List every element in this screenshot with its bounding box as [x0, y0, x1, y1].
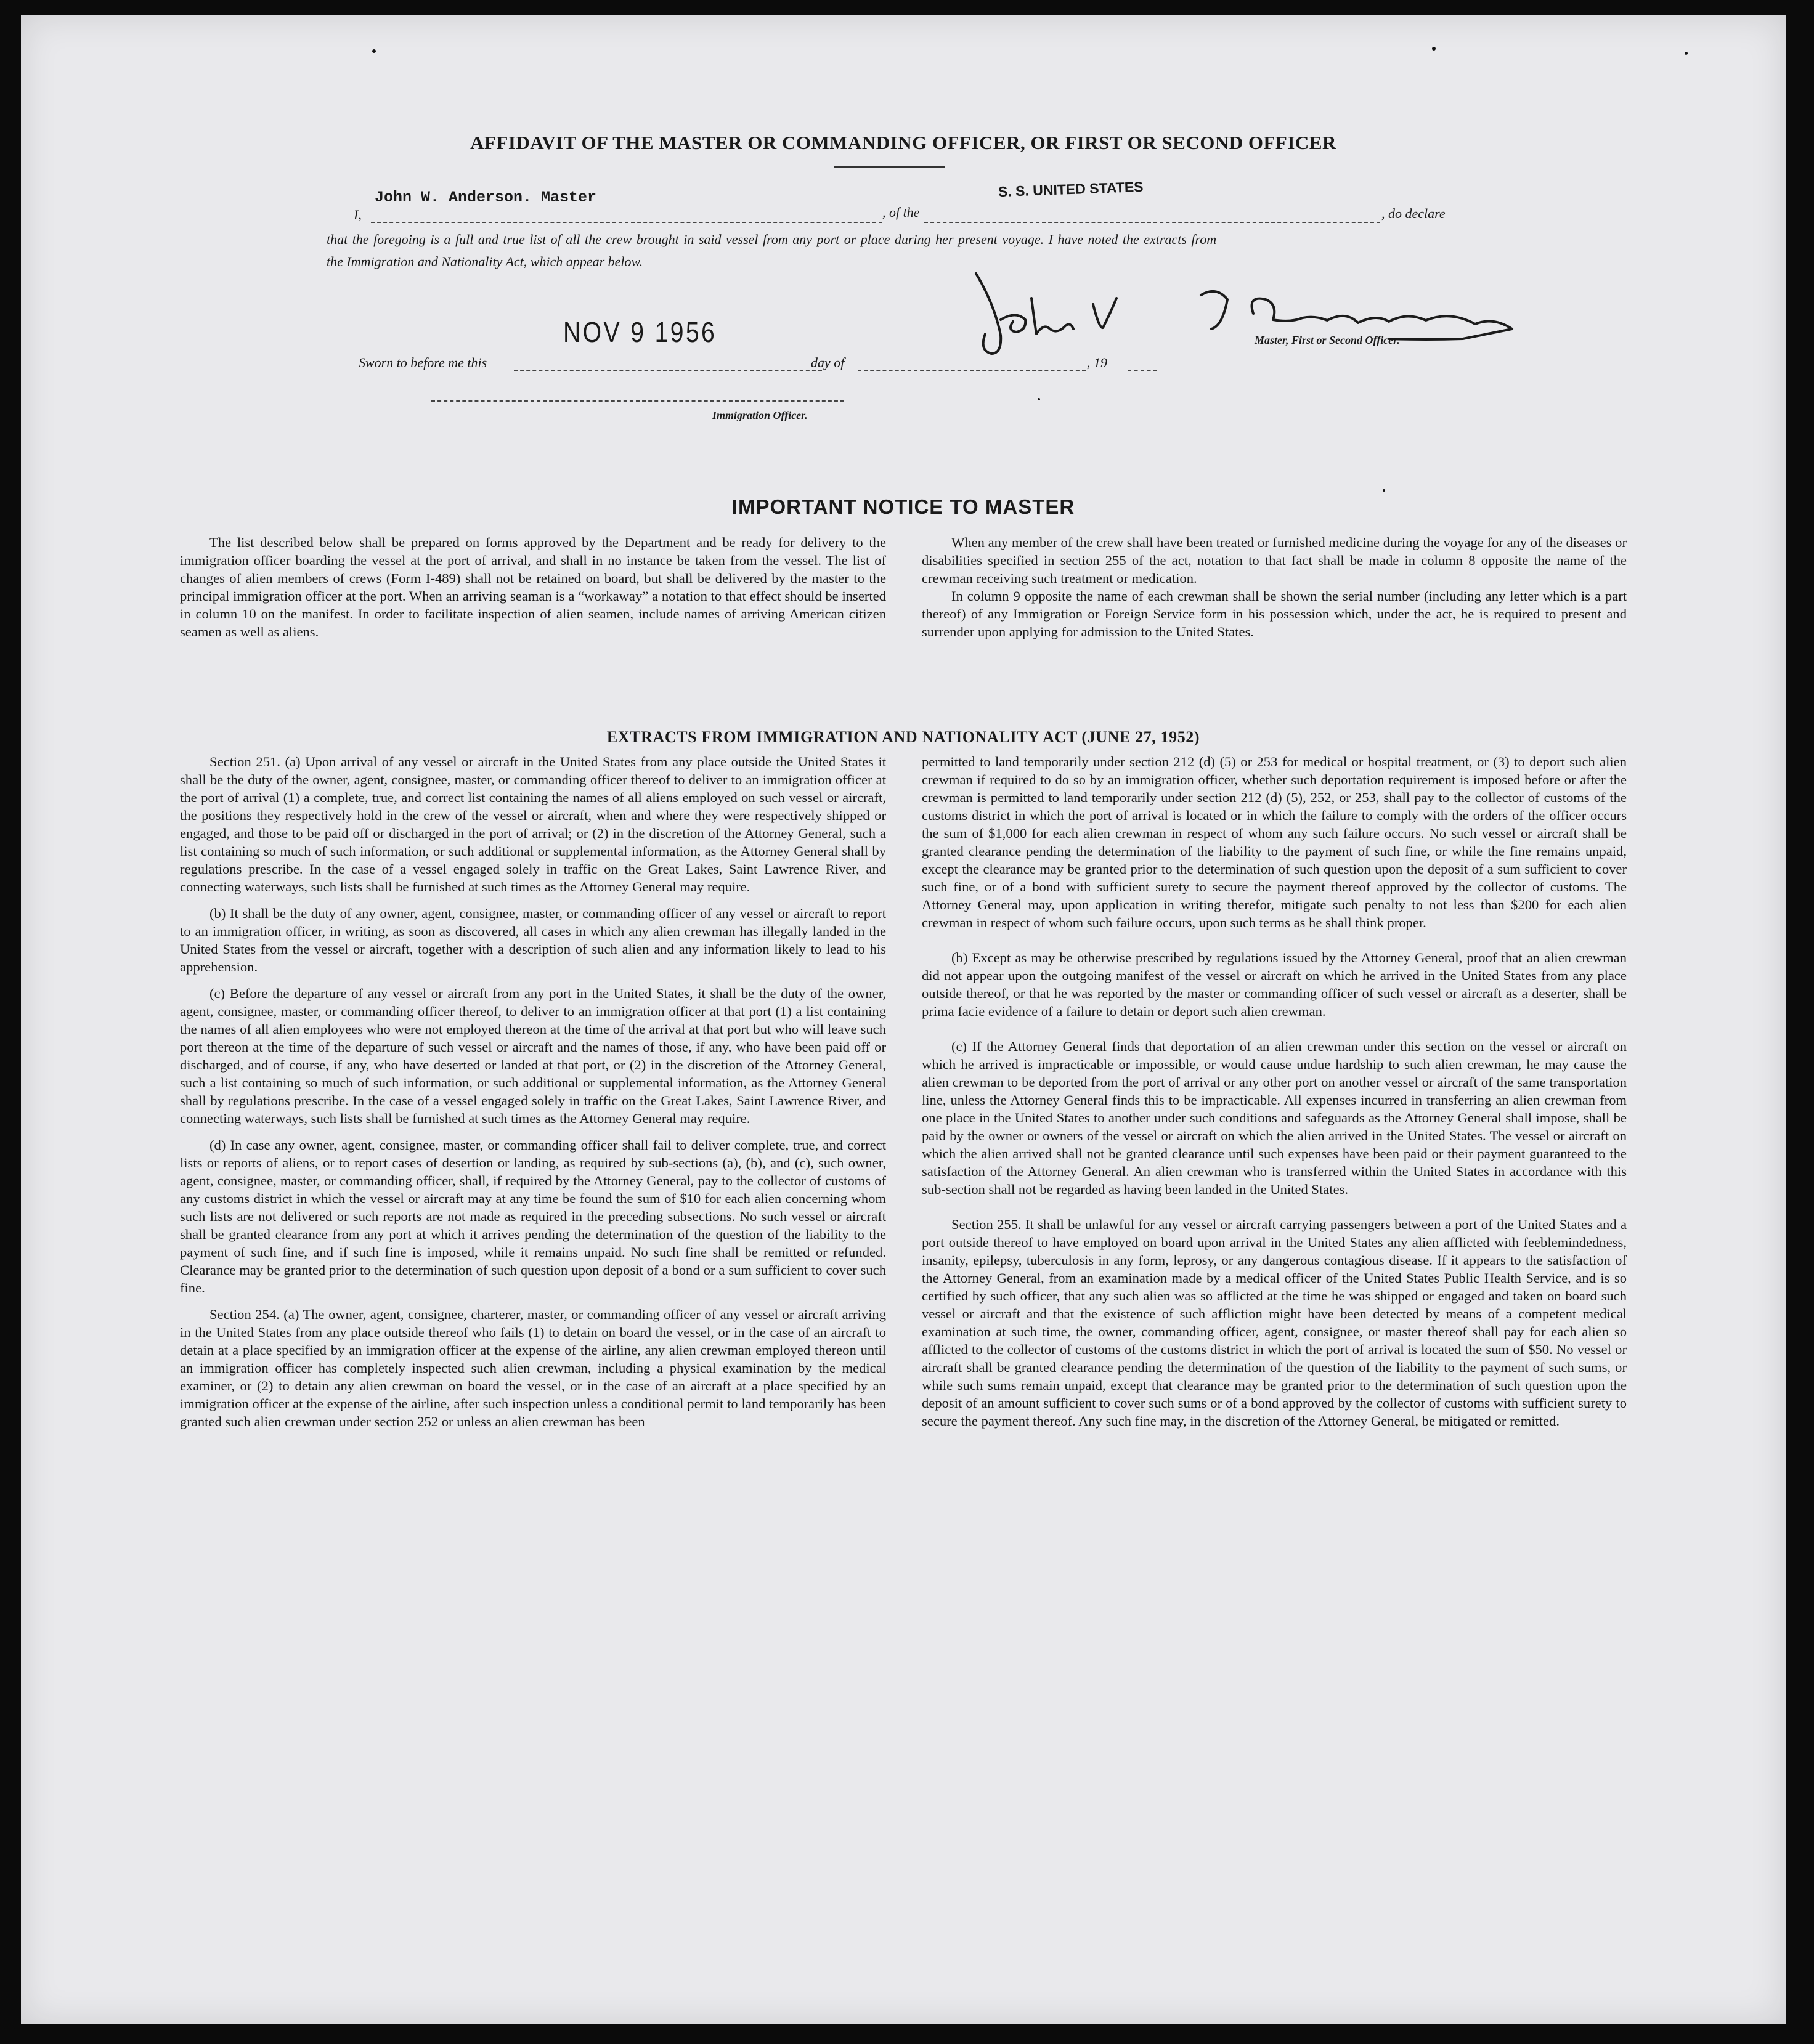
sec251-c: (c) Before the departure of any vessel or aircraft from any port in the United States, it shall be the duty of the owner, agent, consignee, master, or commanding officer thereof, to deliver to an immigration officer at that port (1) a list containing the names of all alien employees who were not employed thereon at the time of the arrival at that port but who will leave such port thereon at the time of the departure of such vessel or aircraft and the names of those, if any, who have been paid off or discharged, and of course, if any, who have deserted or landed at that port, or (2) in the discretion of the Attorney General, such a list containing so much of such information, or such additional or supplemental information, as the Attorney General shall by regulations prescribe. In the case of a vessel engaged solely in traffic on the Great Lakes, Saint Lawrence River, and connecting waterways, such lists shall be furnished at such times as the Attorney General may require. — [180, 986, 886, 1126]
sec254-c: (c) If the Attorney General finds that deportation of an alien crewman under this section on the vessel or aircraft on which he arrived is impracticable or impossible, or would cause undue hardship to such alien crewman, he may cause the alien crewman to be deported from the port of arrival or any other port on another vessel or aircraft of the same transportation line, unless the Attorney General finds this to be impracticable. All expenses incurred in transferring an alien crewman from one place in the United States to another under such conditions and safeguards as the Attorney General shall impose, shall be paid by the owner or owners of the vessel or aircraft on which the alien arrived in the United States. The vessel or aircraft on which the alien arrived shall not be granted clearance until such expenses have been paid or their payment guaranteed to the satisfaction of the Attorney General. An alien crewman who is transferred within the United States in accordance with this sub-section shall not be regarded as having been landed in the United States. — [922, 1039, 1627, 1197]
notice-right-paragraph-1: When any member of the crew shall have been treated or furnished medicine during the voyage for any of the diseases or disabilities specified in section 255 of the act, notation to that fact shall be made in column 8 opposite the name of the crewman receiving such treatment or medication. — [922, 535, 1627, 586]
sworn-day-line — [514, 370, 822, 371]
master-signature — [958, 261, 1531, 360]
scan-speck — [1432, 47, 1436, 51]
signature-label: Master, First or Second Officer. — [1255, 334, 1400, 346]
notice-left-column — [180, 533, 886, 641]
do-declare-label: , do declare — [1381, 206, 1446, 221]
form-title: AFFIDAVIT OF THE MASTER OR COMMANDING OFFICER, OR FIRST OR SECOND OFFICER — [470, 132, 1336, 153]
master-name-line — [371, 222, 882, 223]
scan-speck — [1383, 489, 1385, 492]
extracts-left-column — [180, 753, 886, 1430]
extracts-title: EXTRACTS FROM IMMIGRATION AND NATIONALITY ACT (JUNE 27, 1952) — [606, 728, 1200, 746]
sec251-b: (b) It shall be the duty of any owner, agent, consignee, master, or commanding officer of any vessel or aircraft to report to an immigration officer, in writing, as soon as discovered, all cases in which any alien crewman has illegally landed in the United States from the vessel or aircraft, together with a description of such alien and any information likely to lead to his apprehension. — [180, 906, 886, 975]
sec254-a: Section 254. (a) The owner, agent, consignee, charterer, master, or commanding officer of any vessel or aircraft arriving in the United States from any place outside thereof who fails (1) to detain on board the vessel, or in the case of an aircraft to detain at a place specified by an immigration officer at the expense of the airline, any alien crewman employed thereon until an immigration officer has completely inspected such alien crewman, including a physical examination by the medical examiner, or (2) to detain any alien crewman on board the vessel, or in the case of an aircraft at a place specified by an immigration officer at the expense of the airline, after such inspection unless a conditional permit to land temporarily has been granted such alien crewman under section 252 or unless an alien crewman has been — [180, 1307, 886, 1429]
of-the-label: , of the — [882, 205, 920, 220]
immigration-officer-line — [431, 400, 844, 402]
vessel-line — [924, 222, 1380, 223]
notice-right-paragraph-2: In column 9 opposite the name of each crewman shall be shown the serial number (including any letter which is a part thereof) of any Immigration or Foreign Service form in his possession which, under the act, he is required to present and surrender upon applying for admission to the United States. — [922, 588, 1627, 639]
document-page — [21, 15, 1786, 2024]
sworn-label: Sworn to before me this — [359, 355, 487, 370]
title-rule — [834, 166, 945, 168]
day-of-label: day of — [811, 355, 845, 370]
year-label: , 19 — [1087, 355, 1107, 370]
sworn-date-stamp: NOV 9 1956 — [563, 316, 717, 348]
month-line — [858, 370, 1086, 371]
immigration-officer-label: Immigration Officer. — [712, 409, 808, 421]
i-label: I, — [354, 207, 362, 222]
year-line — [1128, 370, 1157, 371]
notice-title: IMPORTANT NOTICE TO MASTER — [731, 495, 1075, 518]
sec255: Section 255. It shall be unlawful for any vessel or aircraft carrying passengers between a port of the United States and a port outside thereof to have employed on board upon arrival in the United States any alien afflicted with feeblemindedness, insanity, epilepsy, tuberculosis in any form, leprosy, or any dangerous contagious disease. If it appears to the satisfaction of the Attorney General, from an examination made by a medical officer of the United States Public Health Service, and is so certified by such officer, that any such alien was so afflicted at the time he was shipped or engaged and taken on board such vessel or aircraft and that the existence of such affliction might have been detected by means of a competent medical examination at such time, the owner, commanding officer, agent, consignee, or master thereof shall pay for each alien so afflicted to the collector of customs of the customs district in which the port of arrival is located the sum of $50. No vessel or aircraft shall be granted clearance pending the determination of the question of the liability to the payment of such sums, or while such sums remain unpaid, except that clearance may be granted prior to the determination of such question upon the deposit of an amount sufficient to cover such sums or of a bond approved by the collector of customs with sufficient surety to secure the payment thereof. Any such fine may, in the discretion of the Attorney General, be mitigated or remitted. — [922, 1217, 1627, 1429]
vessel-name: S. S. UNITED STATES — [998, 178, 1144, 200]
sec251-a: Section 251. (a) Upon arrival of any vessel or aircraft in the United States from any place outside the United States it shall be the duty of the owner, agent, consignee, master, or commanding officer thereof to deliver to an immigration officer at the port of arrival (1) a complete, true, and correct list containing the names of all aliens employed on such vessel or aircraft, the positions they respectively hold in the crew of the vessel or aircraft, when and where they were respectively shipped or engaged, and those to be paid off or discharged in the port of arrival; or (2) in the discretion of the Attorney General, such a list containing so much of such information, or such additional or supplemental information, as the Attorney General shall by regulations prescribe. In the case of a vessel engaged solely in traffic on the Great Lakes, Saint Lawrence River, and connecting waterways, such lists shall be furnished at such times as the Attorney General may require. — [180, 754, 886, 894]
declaration-line-2: the Immigration and Nationality Act, which appear below. — [327, 254, 643, 269]
sec254-b: (b) Except as may be otherwise prescribed by regulations issued by the Attorney General, proof that an alien crewman did not appear upon the outgoing manifest of the vessel or aircraft on which he arrived in the United States from any place outside thereof, or that he was reported by the master or commanding officer of such vessel or aircraft as a deserter, shall be prima facie evidence of a failure to detain or deport such alien crewman. — [922, 950, 1627, 1019]
scan-speck — [372, 49, 376, 53]
master-name: John W. Anderson. Master — [375, 189, 597, 206]
extracts-right-column — [922, 753, 1627, 1430]
declaration-line-1: that the foregoing is a full and true list of all the crew brought in said vessel from any port or place during her present voyage. I have noted the extracts from — [327, 232, 1217, 247]
notice-left-paragraph: The list described below shall be prepared on forms approved by the Department and be ready for delivery to the immigration officer boarding the vessel at the port of arrival, and shall in no instance be taken from the vessel. The list of changes of alien members of crews (Form I-489) shall not be retained on board, but shall be delivered by the master to the principal immigration officer at the port. When an arriving seaman is a “workaway” a notation to that effect should be inserted in column 10 on the manifest. In order to facilitate inspection of alien seamen, include names of arriving American citizen seamen as well as aliens. — [180, 535, 886, 639]
sec251-d: (d) In case any owner, agent, consignee, master, or commanding officer shall fail to deliver complete, true, and correct lists or reports of aliens, or to report cases of desertion or landing, as required by sub-sections (a), (b), and (c), such owner, agent, consignee, master, or commanding officer, shall, if required by the Attorney General, pay to the collector of customs of any customs district in which the vessel or aircraft may at any time be found the sum of $10 for each alien concerning whom such lists are not delivered or such reports are not made as required in the preceding subsections. No such vessel or aircraft shall be granted clearance from any port at which it arrives pending the determination of the question of the liability to the payment of such fine, and if such fine is imposed, while it remains unpaid. No such fine shall be remitted or refunded. Clearance may be granted prior to the determination of such question upon deposit of a bond or a sum sufficient to cover such fine. — [180, 1137, 886, 1296]
scan-speck — [1685, 52, 1688, 55]
sec254-a-continued: permitted to land temporarily under section 212 (d) (5) or 253 for medical or hospital treatment, or (3) to deport such alien crewman if required to do so by an immigration officer, whether such deportation requirement is imposed before or after the crewman is permitted to land temporarily under section 212 (d) (5), 252, or 253, shall pay to the collector of customs of the customs district in which the port of arrival is located or in which the failure to comply with the orders of the officer occurs the sum of $1,000 for each alien crewman in respect of whom any such failure occurs. No such vessel or aircraft shall be granted clearance pending the determination of the liability to the payment of such fine, or while the fine remains unpaid, except the clearance may be granted prior to the determination of such question upon the deposit of a sum sufficient to cover such fine, or of a bond with sufficient surety to secure the payment thereof approved by the collector of customs. The Attorney General may, upon application in writing therefor, mitigate such penalty to not less than $200 for each alien crewman in respect of whom such failure occurs, upon such terms as he shall think proper. — [922, 754, 1627, 930]
scan-speck — [1038, 398, 1040, 400]
notice-right-column — [922, 533, 1627, 641]
